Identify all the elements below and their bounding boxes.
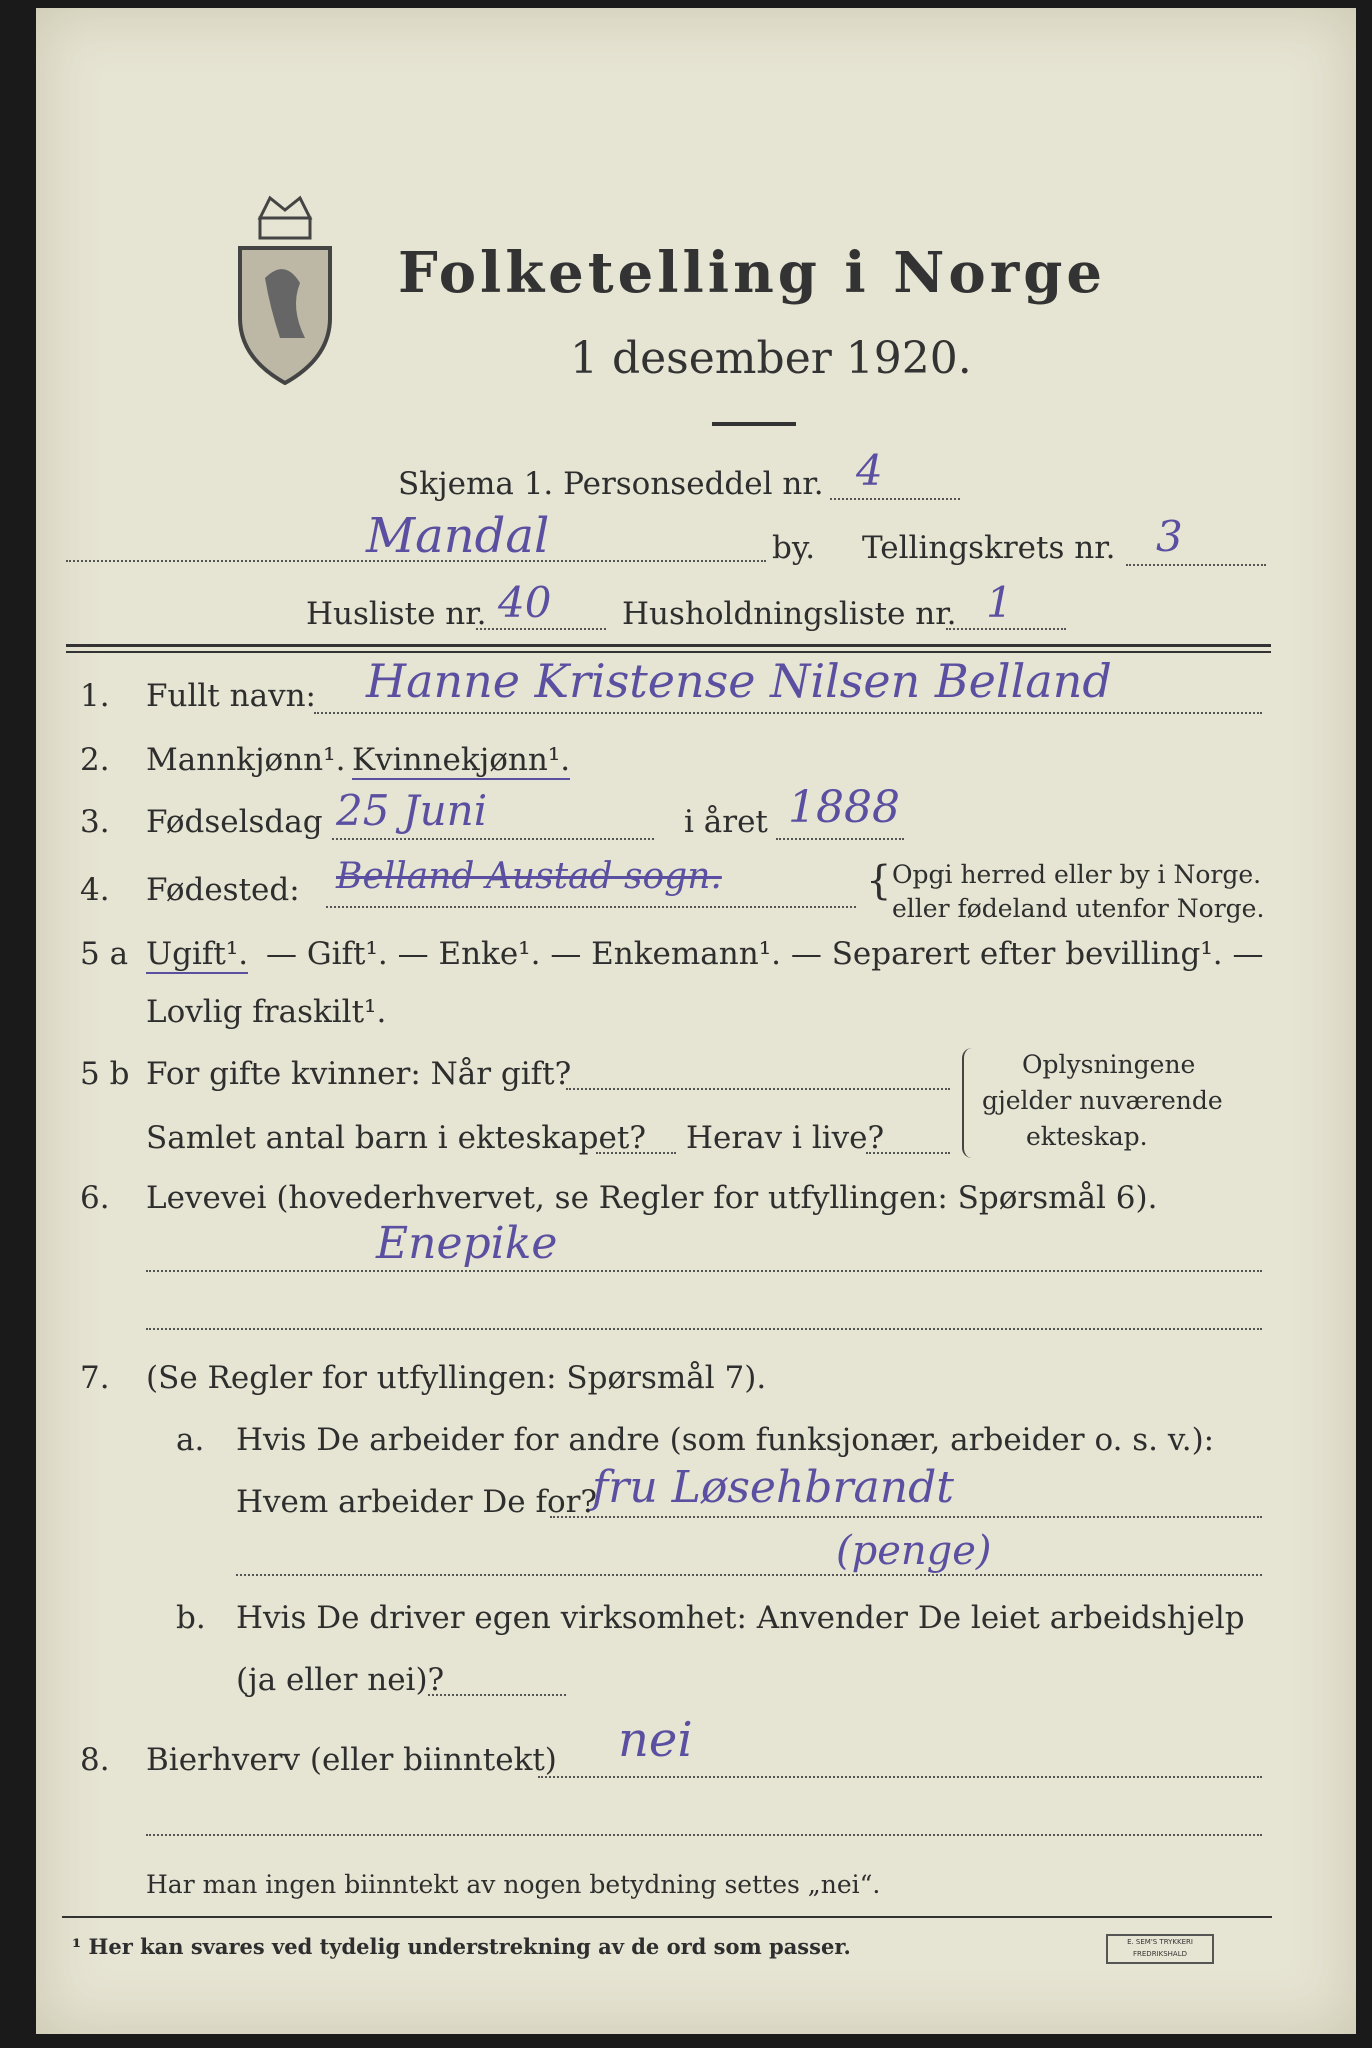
q5a-number: 5 a [80,936,129,972]
q7-number: 7. [80,1360,110,1396]
schema-nr-field[interactable]: 4 [856,446,883,495]
q4-number: 4. [80,872,110,908]
q5b-note-1: Oplysningene [1022,1050,1196,1079]
birthplace-field[interactable]: Belland Austad sogn. [336,856,722,897]
children-count-field[interactable] [596,1152,676,1154]
title-divider [712,422,796,426]
year-label: i året [684,804,768,840]
marital-other-options[interactable]: — Gift¹. — Enke¹. — Enkemann¹. — Separert efter bevilling¹. — [266,936,1264,972]
q2-number: 2. [80,742,110,778]
birth-year-field[interactable]: 1888 [788,782,900,833]
q3-number: 3. [80,804,110,840]
footer-note: Har man ingen biinntekt av nogen betydning settes „nei“. [146,1870,881,1899]
tellingskrets-field[interactable]: 3 [1156,512,1183,561]
side-income-line-2[interactable] [146,1834,1262,1836]
employer-field-2[interactable]: (penge) [836,1528,992,1574]
schema-label: Skjema 1. Personseddel nr. [398,466,824,502]
q5b-label-2: Samlet antal barn i ekteskapet? [146,1120,646,1156]
q7a-line-2: Hvem arbeider De for? [236,1484,598,1520]
employer-field[interactable]: fru Løsehbrandt [592,1462,954,1513]
marital-ugift-label: Ugift¹. [146,936,249,972]
q5b-label-3: Herav i live? [686,1120,885,1156]
header-rule-1 [66,644,1271,647]
tellingskrets-label: Tellingskrets nr. [862,530,1116,566]
q8-label: Bierhverv (eller biinntekt) [146,1742,557,1778]
husholdning-field[interactable]: 1 [986,578,1013,627]
q7a-line-1: Hvis De arbeider for andre (som funksjonær, arbeider o. s. v.): [236,1422,1215,1458]
q5b-brace [962,1048,974,1158]
q5b-number: 5 b [80,1056,130,1092]
q4-note-1: Opgi herred eller by i Norge. [892,860,1262,889]
by-label: by. [772,530,816,566]
q7b-line-1: Hvis De driver egen virksomhet: Anvender De leiet arbeidshjelp [236,1600,1245,1636]
q6-number: 6. [80,1180,110,1216]
marital-ugift-option[interactable] [146,936,248,972]
husliste-label: Husliste nr. [306,596,487,632]
q5b-note-3: ekteskap. [1026,1122,1148,1151]
marital-fraskilt-option[interactable]: Lovlig fraskilt¹. [146,994,387,1030]
q4-note-2: eller fødeland utenfor Norge. [892,894,1265,923]
footer-rule [62,1916,1272,1918]
hired-help-field[interactable] [428,1694,566,1696]
occupation-line-2[interactable] [146,1328,1262,1330]
census-form [36,8,1356,2034]
q7b-letter: b. [176,1600,206,1636]
side-income-field[interactable]: nei [618,1712,693,1768]
q6-label: Levevei (hovederhvervet, se Regler for utfyllingen: Spørsmål 6). [146,1180,1158,1216]
birthday-field[interactable]: 25 Juni [336,786,488,835]
header-rule-2 [66,651,1271,653]
q4-brace-top: { [866,858,892,904]
q1-number: 1. [80,678,110,714]
gender-male-option[interactable]: Mannkjønn¹. [146,742,346,778]
q7-label: (Se Regler for utfyllingen: Spørsmål 7). [146,1360,767,1396]
gender-female-option[interactable] [352,742,570,778]
occupation-field[interactable]: Enepike [376,1218,558,1269]
printer-stamp: E. SEM'S TRYKKERI FREDRIKSHALD [1106,1934,1214,1964]
q3-label: Fødselsdag [146,804,323,840]
married-when-field[interactable] [566,1088,950,1090]
q5b-label-1: For gifte kvinner: Når gift? [146,1056,572,1092]
q7b-line-2: (ja eller nei)? [236,1662,445,1698]
children-alive-field[interactable] [866,1152,950,1154]
footnote: ¹ Her kan svares ved tydelig understrekning av de ord som passer. [72,1934,851,1959]
husliste-field[interactable]: 40 [498,578,552,627]
gender-female-label: Kvinnekjønn¹. [352,742,571,778]
place-field[interactable]: Mandal [366,508,550,564]
husholdning-label: Husholdningsliste nr. [622,596,957,632]
form-date: 1 desember 1920. [570,333,972,384]
q4-label: Fødested: [146,872,300,908]
q5b-note-2: gjelder nuværende [982,1086,1223,1115]
form-title: Folketelling i Norge [398,240,1107,306]
q8-number: 8. [80,1742,110,1778]
q1-label: Fullt navn: [146,678,316,714]
full-name-field[interactable]: Hanne Kristense Nilsen Belland [366,654,1112,708]
q7a-letter: a. [176,1422,205,1458]
coat-of-arms-icon [230,188,340,388]
